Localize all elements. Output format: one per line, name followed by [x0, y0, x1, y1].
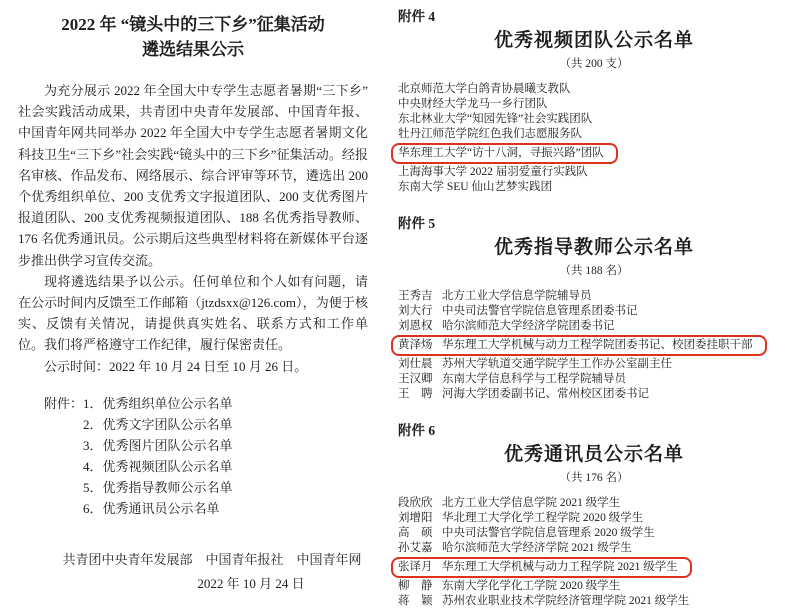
person-description: 哈尔滨师范大学经济学院团委书记	[442, 320, 615, 332]
person-description: 东南大学化学化工学院 2020 级学生	[442, 580, 621, 592]
page-title	[18, 12, 368, 62]
person-description: 华东理工大学机械与动力工程学院团委书记、校团委挂职干部	[442, 339, 753, 351]
person-name: 刘大行	[398, 305, 433, 317]
person-description: 哈尔滨师范大学经济学院 2021 级学生	[442, 542, 632, 554]
announcement-page	[18, 12, 368, 592]
person-description: 北方工业大学信息学院辅导员	[442, 290, 592, 302]
person-name: 刘增阳	[398, 512, 433, 524]
section-title: 优秀指导教师公示名单	[493, 237, 694, 258]
attachment-list	[83, 393, 233, 519]
page-title-line2: 遴选结果公示	[142, 40, 244, 59]
list-item	[398, 579, 790, 594]
person-description: 华东理工大学机械与动力工程学院 2021 级学生	[442, 561, 678, 573]
paragraph: 现将遴选结果予以公示。任何单位和个人如有问题，请在公示时间内反馈至工作邮箱（jtzdsxx@126.com），为便于核实、反馈有关情况，请提供真实姓名、联系方式和工作单位。我们将严格遵守工作纪律，履行保密责任。	[18, 273, 368, 353]
attachment-item: 1．优秀组织单位公示名单	[83, 395, 233, 411]
appendix-label: 附件 6	[398, 423, 436, 438]
list-item	[398, 319, 790, 334]
appendix-label: 附件 4	[398, 9, 436, 24]
announcement-body	[18, 80, 368, 377]
person-name: 王秀吉	[398, 290, 433, 302]
person-name: 柳 静	[398, 580, 433, 592]
issue-date: 2022 年 10 月 24 日	[197, 575, 305, 591]
attachment-item: 2．优秀文字团队公示名单	[83, 416, 233, 432]
list-item	[398, 304, 790, 319]
person-name: 刘仕晨	[398, 358, 433, 370]
person-name: 王汉卿	[398, 373, 433, 385]
entry-list	[398, 82, 790, 195]
person-name: 黄泽炀	[398, 339, 433, 351]
highlighted-list-item	[391, 335, 767, 356]
list-item	[398, 372, 790, 387]
attachments-label: 附件：	[44, 395, 84, 411]
person-description: 苏州大学轨道交通学院学生工作办公室副主任	[442, 358, 672, 370]
section-count: （共 176 名）	[559, 472, 629, 484]
attachment-item: 4．优秀视频团队公示名单	[83, 458, 233, 474]
list-item: 中央财经大学龙马一乡行团队	[398, 98, 548, 110]
list-item	[398, 289, 790, 304]
person-description: 中央司法警官学院信息管理系 2020 级学生	[442, 527, 655, 539]
person-description: 北方工业大学信息学院 2021 级学生	[442, 497, 621, 509]
appendix-page	[398, 8, 790, 609]
person-description: 华北理工大学化学工程学院 2020 级学生	[442, 512, 644, 524]
person-name: 王 聘	[398, 388, 433, 400]
person-name: 蒋 颖	[398, 595, 433, 607]
appendix-section-5	[398, 215, 790, 402]
person-description: 河海大学团委副书记、常州校区团委书记	[442, 388, 649, 400]
attachments-block	[18, 393, 368, 519]
section-title: 优秀视频团队公示名单	[493, 30, 694, 51]
appendix-section-6	[398, 422, 790, 609]
section-count: （共 200 支）	[559, 58, 629, 70]
attachment-item: 6．优秀通讯员公示名单	[83, 500, 220, 516]
attachment-item: 5．优秀指导教师公示名单	[83, 479, 233, 495]
list-item: 北京师范大学白鸽青协晨曦支教队	[398, 83, 571, 95]
list-item	[398, 496, 790, 511]
person-description: 东南大学信息科学与工程学院辅导员	[442, 373, 626, 385]
attachment-item: 3．优秀图片团队公示名单	[83, 437, 233, 453]
entry-list	[398, 289, 790, 402]
entry-list	[398, 496, 790, 609]
list-item: 东北林业大学“知园先锋”社会实践团队	[398, 113, 593, 125]
list-item: 上海海事大学 2022 届羽爱童行实践队	[398, 166, 588, 178]
person-name: 孙艾嘉	[398, 542, 433, 554]
section-title: 优秀通讯员公示名单	[503, 444, 684, 465]
appendix-section-4	[398, 8, 790, 195]
person-name: 段欣欣	[398, 497, 433, 509]
list-item: 牡丹江师范学院红色我们志愿服务队	[398, 128, 582, 140]
person-name: 张译月	[398, 561, 433, 573]
list-item: 东南大学 SEU 仙山艺梦实践团	[398, 181, 552, 193]
paragraph: 公示时间：2022 年 10 月 24 日至 10 月 26 日。	[44, 358, 308, 374]
highlighted-list-item	[391, 557, 692, 578]
paragraph: 为充分展示 2022 年全国大中专学生志愿者暑期“三下乡”社会实践活动成果，共青团中央青年发展部、中国青年报、中国青年网共同举办 2022 年全国大中专学生志愿者暑期文化科技卫生“三下乡”社会实践“镜头中的三下乡”征集活动。经报名审核、作品发布、网络展示、综合评审等环节，遴选出 200 个优秀组织单位、200 支优秀文字报道团队、200 支优秀图片报道团队、200 支优秀视频报道团队、188 名优秀指导教师、176 名优秀通讯员。公示期后这些典型材料将在新媒体平台逐步推出供学习宣传交流。	[18, 83, 368, 268]
highlighted-list-item: 华东理工大学“访十八洞，寻振兴路”团队	[391, 143, 618, 164]
appendix-label: 附件 5	[398, 216, 436, 231]
list-item	[398, 357, 790, 372]
section-count: （共 188 名）	[559, 265, 629, 277]
list-item	[398, 511, 790, 526]
person-description: 中央司法警官学院信息管理系团委书记	[442, 305, 638, 317]
person-name: 刘恩权	[398, 320, 433, 332]
person-name: 高 硕	[398, 527, 433, 539]
list-item	[398, 526, 790, 541]
page-title-line1: 2022 年 “镜头中的三下乡”征集活动	[61, 15, 325, 34]
person-description: 苏州农业职业技术学院经济管理学院 2021 级学生	[442, 595, 690, 607]
issuing-organizations: 共青团中央青年发展部 中国青年报社 中国青年网	[62, 551, 362, 567]
list-item	[398, 387, 790, 402]
list-item	[398, 594, 790, 609]
list-item	[398, 541, 790, 556]
